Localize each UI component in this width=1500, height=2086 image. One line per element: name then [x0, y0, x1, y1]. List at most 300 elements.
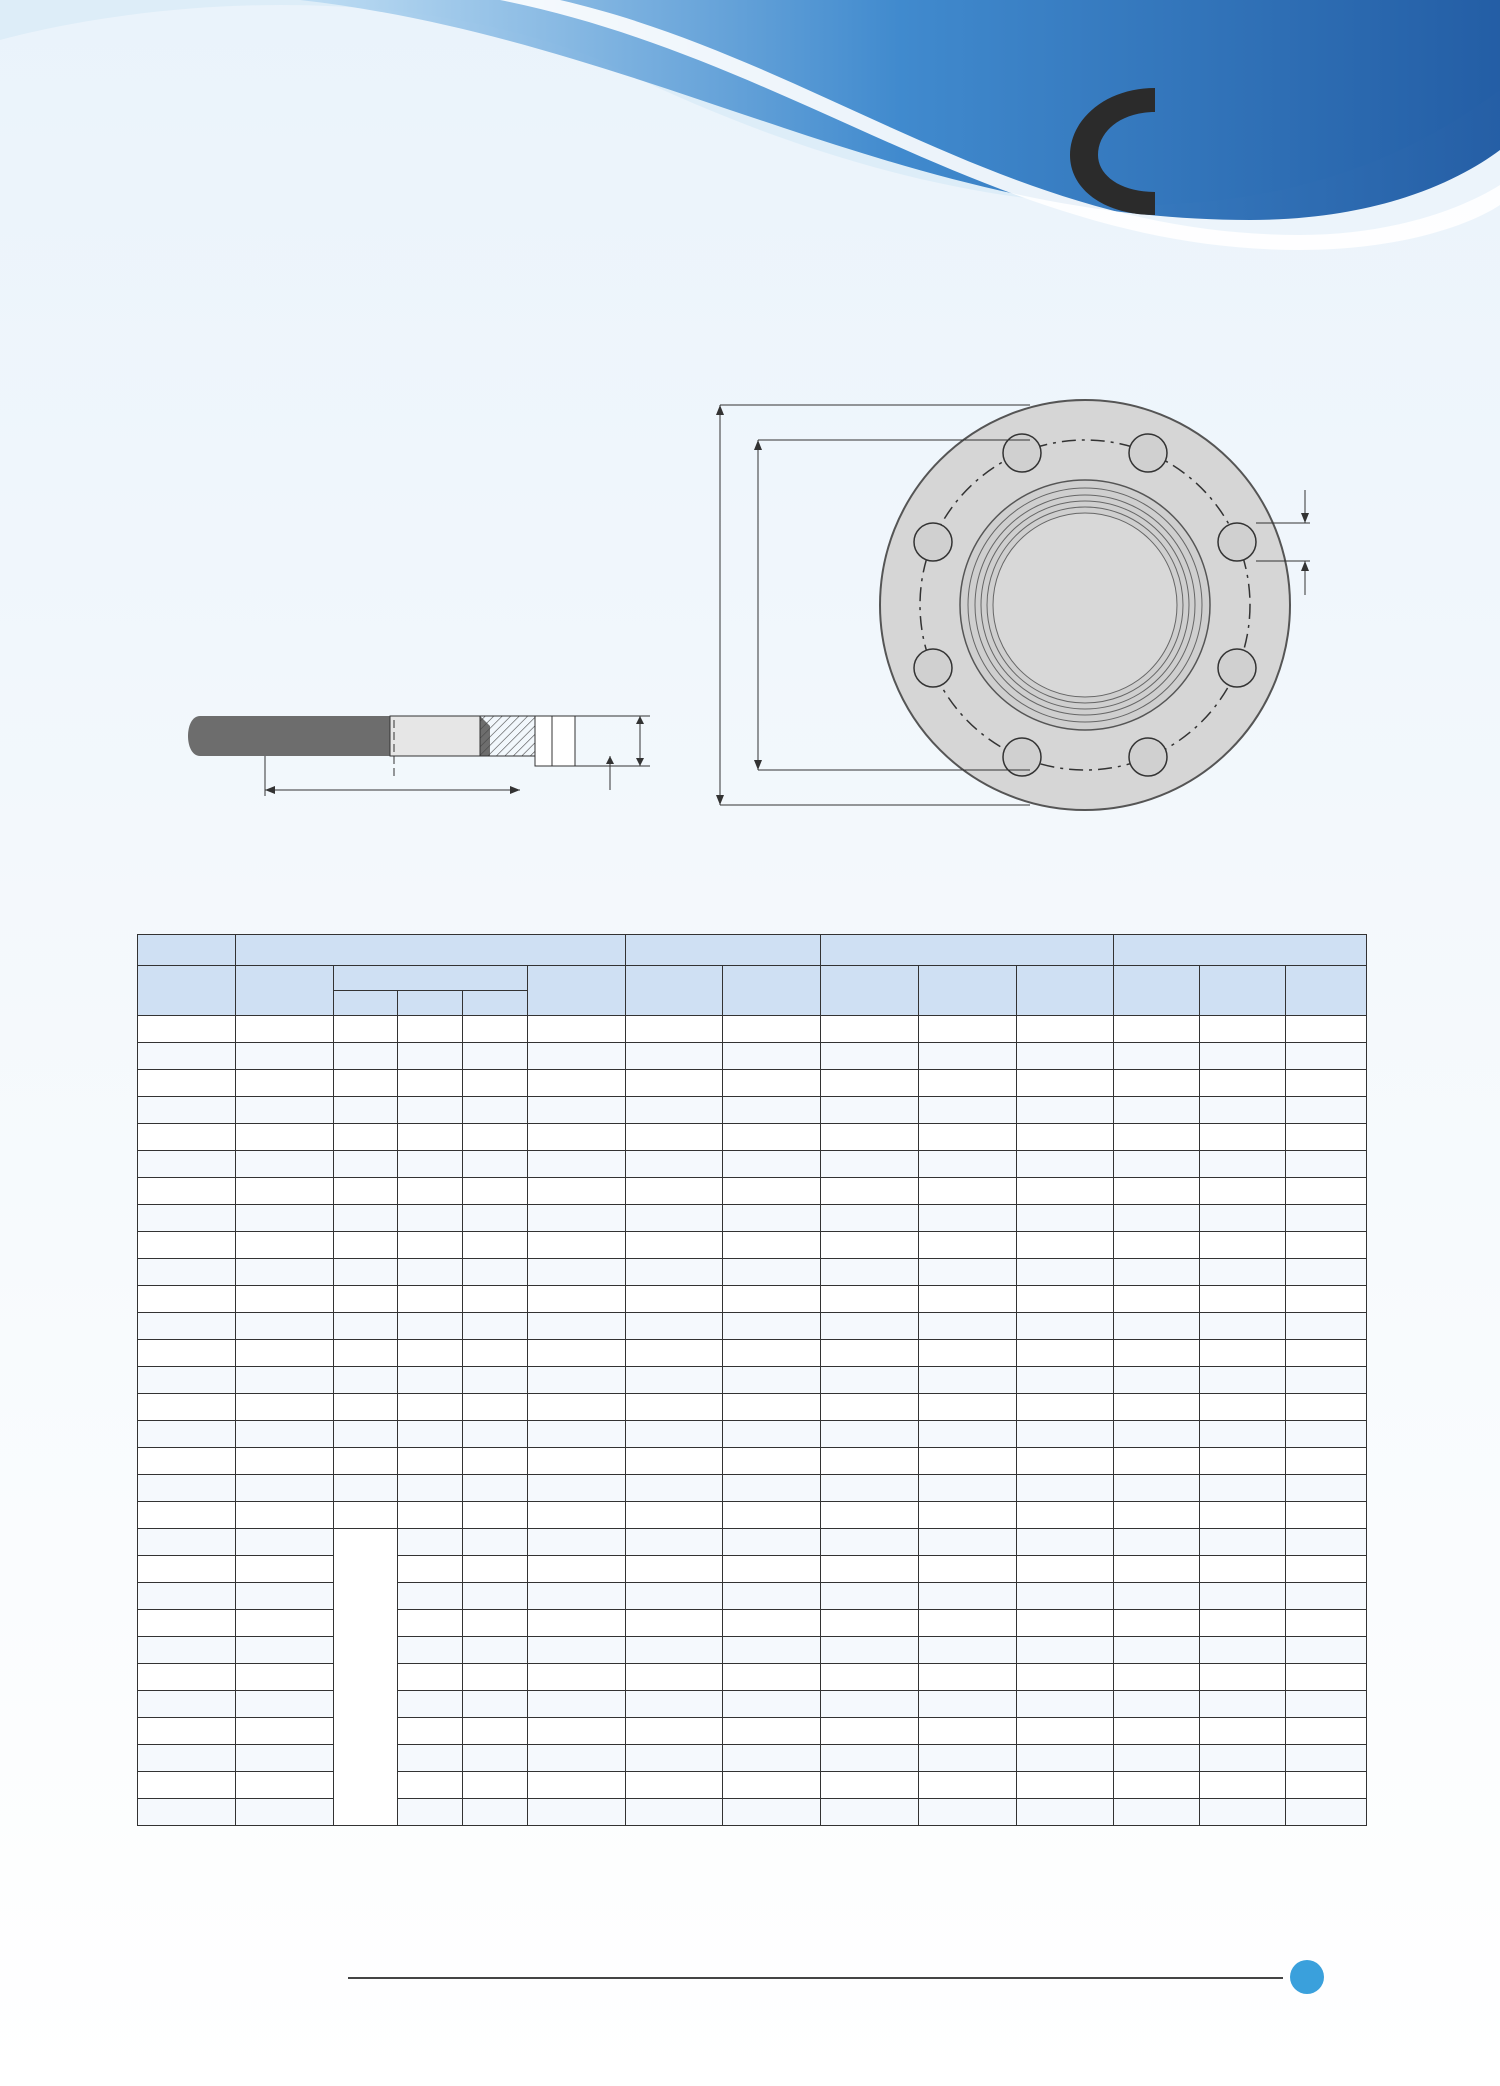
table-cell [625, 1718, 723, 1745]
flange-front-view-diagram [700, 395, 1350, 825]
table-row [138, 1367, 1367, 1394]
table-cell [235, 1718, 333, 1745]
table-cell [1200, 1421, 1286, 1448]
table-cell [625, 1205, 723, 1232]
table-row [138, 1340, 1367, 1367]
table-cell [1114, 1691, 1200, 1718]
table-cell [1114, 1502, 1200, 1529]
table-cell [463, 1556, 528, 1583]
header-drillings [821, 935, 1114, 966]
table-row [138, 1556, 1367, 1583]
table-cell [1200, 1394, 1286, 1421]
table-cell [723, 1583, 821, 1610]
table-cell [398, 1421, 463, 1448]
dimension-table-body [138, 1016, 1367, 1826]
table-cell [625, 1421, 723, 1448]
header-weight [1114, 935, 1367, 966]
table-cell [333, 1394, 398, 1421]
table-cell [1200, 1772, 1286, 1799]
table-cell [918, 1421, 1016, 1448]
table-cell [1200, 1124, 1286, 1151]
table-row [138, 1799, 1367, 1826]
table-cell [918, 1016, 1016, 1043]
table-cell [821, 1232, 919, 1259]
table-cell [138, 1016, 236, 1043]
table-cell [723, 1691, 821, 1718]
table-cell [527, 1583, 625, 1610]
table-cell [235, 1070, 333, 1097]
table-cell [235, 1637, 333, 1664]
table-row [138, 1286, 1367, 1313]
table-cell [235, 1421, 333, 1448]
table-cell [527, 1448, 625, 1475]
table-cell [918, 1313, 1016, 1340]
table-cell [333, 1232, 398, 1259]
table-cell [398, 1070, 463, 1097]
table-cell [527, 1340, 625, 1367]
table-row [138, 1448, 1367, 1475]
table-cell [1016, 1205, 1114, 1232]
col-dn [138, 966, 236, 1016]
table-cell [463, 1448, 528, 1475]
col-b [333, 966, 527, 991]
table-cell [1200, 1799, 1286, 1826]
table-cell [821, 1610, 919, 1637]
table-cell [918, 1664, 1016, 1691]
table-cell [1286, 1637, 1367, 1664]
table-cell [1200, 1016, 1286, 1043]
table-cell [333, 1178, 398, 1205]
table-cell [1200, 1529, 1286, 1556]
table-cell [1114, 1313, 1200, 1340]
table-cell [723, 1745, 821, 1772]
table-cell [625, 1610, 723, 1637]
table-cell [821, 1664, 919, 1691]
table-cell [333, 1340, 398, 1367]
table-cell [723, 1259, 821, 1286]
table-cell [527, 1178, 625, 1205]
table-cell [723, 1664, 821, 1691]
table-cell [138, 1070, 236, 1097]
table-cell [1016, 1583, 1114, 1610]
table-cell [398, 1583, 463, 1610]
table-cell [1016, 1124, 1114, 1151]
table-cell [1200, 1259, 1286, 1286]
table-cell [398, 1043, 463, 1070]
table-row [138, 1421, 1367, 1448]
table-cell [625, 1394, 723, 1421]
table-cell [1200, 1232, 1286, 1259]
table-cell [398, 1502, 463, 1529]
table-cell [723, 1556, 821, 1583]
table-cell [723, 1097, 821, 1124]
table-cell [1286, 1286, 1367, 1313]
table-cell [1286, 1394, 1367, 1421]
table-cell [821, 1367, 919, 1394]
table-cell [1200, 1475, 1286, 1502]
table-cell [625, 1772, 723, 1799]
table-cell [138, 1637, 236, 1664]
table-cell [527, 1529, 625, 1556]
table-row [138, 1502, 1367, 1529]
table-cell [1114, 1124, 1200, 1151]
table-cell [1016, 1232, 1114, 1259]
table-cell [1286, 1151, 1367, 1178]
table-cell [398, 1799, 463, 1826]
table-cell [1016, 1259, 1114, 1286]
table-cell [1200, 1151, 1286, 1178]
table-cell [723, 1178, 821, 1205]
col-d2 [1016, 966, 1114, 1016]
table-cell [918, 1340, 1016, 1367]
table-cell [1114, 1448, 1200, 1475]
table-cell [138, 1448, 236, 1475]
table-row [138, 1475, 1367, 1502]
table-cell [821, 1151, 919, 1178]
table-cell [821, 1718, 919, 1745]
table-row [138, 1394, 1367, 1421]
table-row [138, 1043, 1367, 1070]
table-cell [527, 1502, 625, 1529]
table-row [138, 1772, 1367, 1799]
table-cell [463, 1286, 528, 1313]
table-cell [463, 1232, 528, 1259]
col-weight-en1 [1114, 966, 1200, 1016]
table-cell [527, 1637, 625, 1664]
table-cell [235, 1610, 333, 1637]
table-cell [463, 1637, 528, 1664]
table-cell [138, 1286, 236, 1313]
table-row [138, 1718, 1367, 1745]
table-cell [398, 1772, 463, 1799]
table-cell [1016, 1799, 1114, 1826]
table-row [138, 1178, 1367, 1205]
table-cell [138, 1502, 236, 1529]
table-cell [398, 1394, 463, 1421]
table-cell [463, 1259, 528, 1286]
table-row [138, 1151, 1367, 1178]
table-cell [821, 1772, 919, 1799]
table-cell [723, 1799, 821, 1826]
table-cell [821, 1286, 919, 1313]
table-cell [1286, 1745, 1367, 1772]
table-cell [821, 1178, 919, 1205]
table-cell [723, 1016, 821, 1043]
table-cell [398, 1178, 463, 1205]
table-cell [723, 1610, 821, 1637]
table-cell [235, 1259, 333, 1286]
table-cell [527, 1691, 625, 1718]
table-cell [1016, 1151, 1114, 1178]
col-b-din [463, 991, 528, 1016]
table-cell [1016, 1097, 1114, 1124]
table-cell [527, 1718, 625, 1745]
table-cell [723, 1151, 821, 1178]
table-cell [398, 1745, 463, 1772]
table-cell [527, 1664, 625, 1691]
table-cell [463, 1043, 528, 1070]
table-cell [333, 1151, 398, 1178]
table-row [138, 1610, 1367, 1637]
table-cell [1016, 1016, 1114, 1043]
page-number-badge [1290, 1960, 1324, 1994]
table-cell [1200, 1745, 1286, 1772]
table-cell [918, 1799, 1016, 1826]
table-cell [1016, 1745, 1114, 1772]
table-cell [527, 1232, 625, 1259]
table-cell [235, 1178, 333, 1205]
table-cell [1200, 1502, 1286, 1529]
table-cell [463, 1799, 528, 1826]
table-cell [398, 1232, 463, 1259]
table-cell [821, 1637, 919, 1664]
table-cell [918, 1232, 1016, 1259]
col-screw [918, 966, 1016, 1016]
table-cell [463, 1664, 528, 1691]
table-cell [723, 1070, 821, 1097]
table-cell [1114, 1259, 1200, 1286]
table-row [138, 1016, 1367, 1043]
table-row [138, 1232, 1367, 1259]
brand-logo-mark [1060, 80, 1350, 220]
table-cell [398, 1691, 463, 1718]
table-cell [821, 1583, 919, 1610]
table-cell [235, 1232, 333, 1259]
table-cell [527, 1286, 625, 1313]
table-cell [723, 1367, 821, 1394]
table-cell [1114, 1745, 1200, 1772]
col-weight-en2 [1200, 966, 1286, 1016]
table-cell [527, 1556, 625, 1583]
table-cell [1286, 1583, 1367, 1610]
table-cell [1200, 1448, 1286, 1475]
table-cell [463, 1016, 528, 1043]
table-cell [463, 1718, 528, 1745]
table-cell [527, 1610, 625, 1637]
table-cell [723, 1124, 821, 1151]
table-cell [821, 1124, 919, 1151]
table-cell [1286, 1232, 1367, 1259]
table-cell [821, 1097, 919, 1124]
table-cell [625, 1691, 723, 1718]
table-cell [625, 1583, 723, 1610]
table-cell [918, 1502, 1016, 1529]
table-cell [918, 1448, 1016, 1475]
table-cell [1114, 1772, 1200, 1799]
table-cell [463, 1340, 528, 1367]
table-row [138, 1205, 1367, 1232]
table-cell [1114, 1529, 1200, 1556]
col-n [821, 966, 919, 1016]
table-cell [235, 1097, 333, 1124]
table-cell [1016, 1529, 1114, 1556]
table-cell [918, 1070, 1016, 1097]
table-cell [1200, 1637, 1286, 1664]
table-cell [723, 1502, 821, 1529]
table-cell [1200, 1205, 1286, 1232]
table-cell [235, 1043, 333, 1070]
table-cell [918, 1205, 1016, 1232]
table-cell [1016, 1772, 1114, 1799]
table-cell [918, 1691, 1016, 1718]
table-cell [918, 1637, 1016, 1664]
table-cell [333, 1205, 398, 1232]
table-cell [333, 1448, 398, 1475]
table-cell [138, 1529, 236, 1556]
table-cell [1016, 1340, 1114, 1367]
table-cell [1114, 1070, 1200, 1097]
table-cell [463, 1313, 528, 1340]
table-cell [821, 1556, 919, 1583]
table-cell [1286, 1502, 1367, 1529]
table-cell [1016, 1718, 1114, 1745]
flange-side-section-diagram [180, 690, 660, 820]
table-cell [235, 1664, 333, 1691]
table-cell [625, 1556, 723, 1583]
table-cell [918, 1610, 1016, 1637]
table-cell [821, 1745, 919, 1772]
table-cell [1286, 1070, 1367, 1097]
table-cell [1286, 1718, 1367, 1745]
header-pipe [138, 935, 236, 966]
table-cell [1200, 1097, 1286, 1124]
table-cell [1114, 1340, 1200, 1367]
table-cell [1286, 1556, 1367, 1583]
table-cell [723, 1313, 821, 1340]
col-weight-din [1286, 966, 1367, 1016]
table-cell [235, 1556, 333, 1583]
table-cell [138, 1799, 236, 1826]
table-cell [1200, 1664, 1286, 1691]
table-cell [821, 1043, 919, 1070]
table-cell [527, 1367, 625, 1394]
table-cell [1200, 1340, 1286, 1367]
table-cell [625, 1664, 723, 1691]
table-cell [333, 1502, 398, 1529]
table-cell [398, 1097, 463, 1124]
dimension-table [137, 934, 1367, 1826]
table-cell [463, 1151, 528, 1178]
col-b-en2 [398, 991, 463, 1016]
table-cell [527, 1151, 625, 1178]
table-cell [821, 1502, 919, 1529]
table-cell [398, 1556, 463, 1583]
table-cell [1286, 1664, 1367, 1691]
table-cell [821, 1421, 919, 1448]
table-cell [723, 1205, 821, 1232]
table-cell [235, 1367, 333, 1394]
table-cell [398, 1151, 463, 1178]
table-cell [1016, 1178, 1114, 1205]
table-cell [1114, 1043, 1200, 1070]
table-cell [1114, 1637, 1200, 1664]
table-cell [235, 1205, 333, 1232]
table-cell [463, 1772, 528, 1799]
table-cell [463, 1394, 528, 1421]
table-cell [398, 1205, 463, 1232]
merged-note-cell [333, 1529, 398, 1826]
table-cell [918, 1097, 1016, 1124]
table-cell [398, 1313, 463, 1340]
table-cell [235, 1691, 333, 1718]
table-cell [138, 1556, 236, 1583]
table-cell [1016, 1286, 1114, 1313]
table-cell [1286, 1772, 1367, 1799]
table-cell [138, 1421, 236, 1448]
table-cell [333, 1421, 398, 1448]
table-cell [1016, 1475, 1114, 1502]
col-K [527, 966, 625, 1016]
table-cell [1016, 1664, 1114, 1691]
table-cell [1286, 1529, 1367, 1556]
table-cell [625, 1232, 723, 1259]
table-cell [138, 1691, 236, 1718]
table-cell [625, 1043, 723, 1070]
table-cell [625, 1286, 723, 1313]
table-cell [1286, 1043, 1367, 1070]
table-cell [723, 1340, 821, 1367]
table-cell [1114, 1556, 1200, 1583]
table-cell [821, 1313, 919, 1340]
table-cell [527, 1097, 625, 1124]
table-row [138, 1664, 1367, 1691]
table-cell [527, 1475, 625, 1502]
table-cell [1286, 1421, 1367, 1448]
table-cell [527, 1313, 625, 1340]
table-cell [463, 1610, 528, 1637]
table-cell [1016, 1394, 1114, 1421]
table-cell [1016, 1043, 1114, 1070]
table-cell [527, 1394, 625, 1421]
header-raised-face [625, 935, 821, 966]
table-cell [138, 1205, 236, 1232]
table-cell [1286, 1016, 1367, 1043]
col-f [723, 966, 821, 1016]
table-cell [138, 1664, 236, 1691]
table-cell [333, 1286, 398, 1313]
table-cell [918, 1043, 1016, 1070]
col-d4 [625, 966, 723, 1016]
table-cell [1114, 1178, 1200, 1205]
header-flange [235, 935, 625, 966]
table-cell [625, 1151, 723, 1178]
table-cell [1286, 1610, 1367, 1637]
col-b-en1 [333, 991, 398, 1016]
table-cell [821, 1475, 919, 1502]
table-cell [1200, 1178, 1286, 1205]
table-cell [463, 1421, 528, 1448]
table-cell [625, 1529, 723, 1556]
table-cell [625, 1313, 723, 1340]
table-cell [138, 1772, 236, 1799]
table-cell [918, 1772, 1016, 1799]
table-cell [463, 1178, 528, 1205]
table-cell [527, 1043, 625, 1070]
table-cell [235, 1286, 333, 1313]
table-cell [463, 1124, 528, 1151]
table-cell [918, 1178, 1016, 1205]
table-cell [1286, 1799, 1367, 1826]
table-cell [625, 1124, 723, 1151]
table-cell [398, 1367, 463, 1394]
footer-divider [348, 1977, 1283, 1979]
table-cell [1114, 1394, 1200, 1421]
table-cell [1114, 1151, 1200, 1178]
table-cell [1286, 1475, 1367, 1502]
table-cell [723, 1421, 821, 1448]
table-cell [463, 1583, 528, 1610]
table-cell [138, 1313, 236, 1340]
